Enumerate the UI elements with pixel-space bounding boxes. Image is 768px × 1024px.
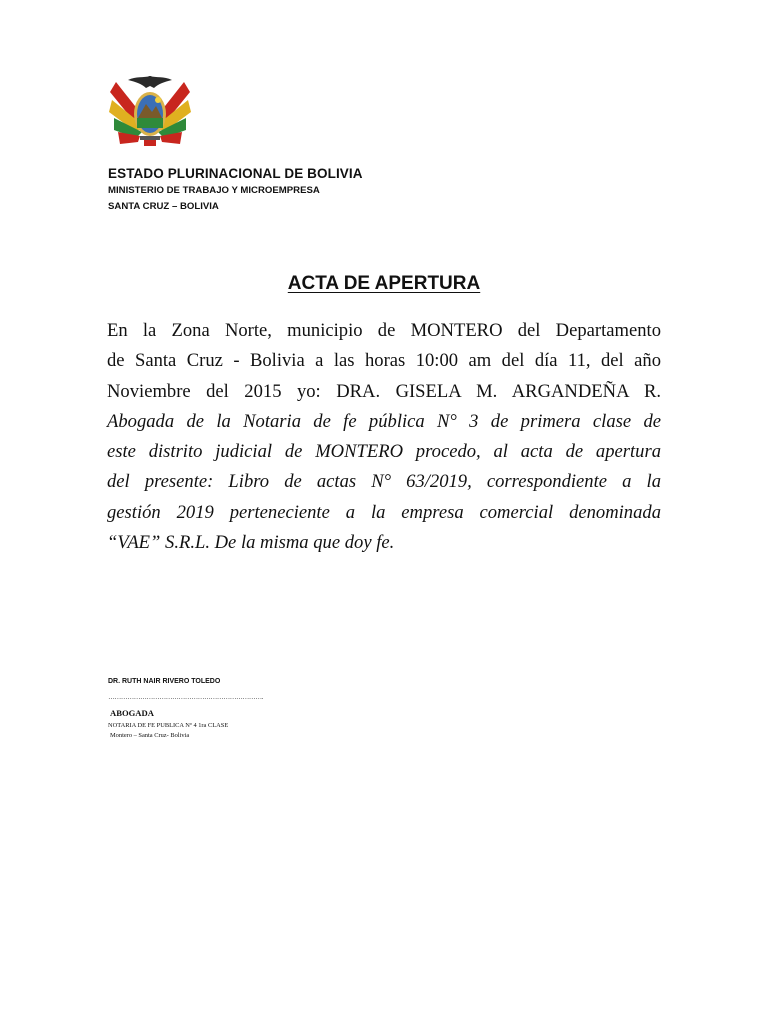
issuer-location: SANTA CRUZ – BOLIVIA (108, 201, 219, 212)
bolivia-coat-of-arms-icon (106, 72, 194, 154)
document-title: ACTA DE APERTURA (287, 273, 481, 294)
body-line: gestión 2019 perteneciente a la empresa comercial denominada (107, 501, 661, 523)
document-body (107, 316, 661, 558)
notary-office: NOTARIA DE FE PUBLICA Nº 4 1ra CLASE (108, 722, 229, 729)
body-line: Abogada de la Notaria de fe pública N° 3 de primera clase de (107, 410, 661, 432)
body-line: del presente: Libro de actas N° 63/2019, correspondiente a la (107, 471, 661, 493)
body-line: Noviembre del 2015 yo: DRA. GISELA M. ARGANDEÑA R. (107, 380, 661, 402)
signatory-role: ABOGADA (110, 708, 154, 718)
signatory-name: DR. RUTH NAIR RIVERO TOLEDO (108, 678, 221, 685)
body-line: “VAE” S.R.L. De la misma que doy fe. (107, 532, 395, 554)
signature-line: ………………………………………………………………. (108, 694, 263, 701)
signatory-location: Montero – Santa Cruz- Bolivia (110, 732, 190, 739)
body-line: de Santa Cruz - Bolivia a las horas 10:00 am del día 11, del año (107, 350, 661, 372)
ministry-name: MINISTERIO DE TRABAJO Y MICROEMPRESA (108, 185, 320, 196)
body-line: En la Zona Norte, municipio de MONTERO del Departamento (107, 320, 661, 341)
body-line: este distrito judicial de MONTERO procedo, al acta de apertura (107, 441, 661, 463)
issuer-title: ESTADO PLURINACIONAL DE BOLIVIA (108, 166, 363, 181)
